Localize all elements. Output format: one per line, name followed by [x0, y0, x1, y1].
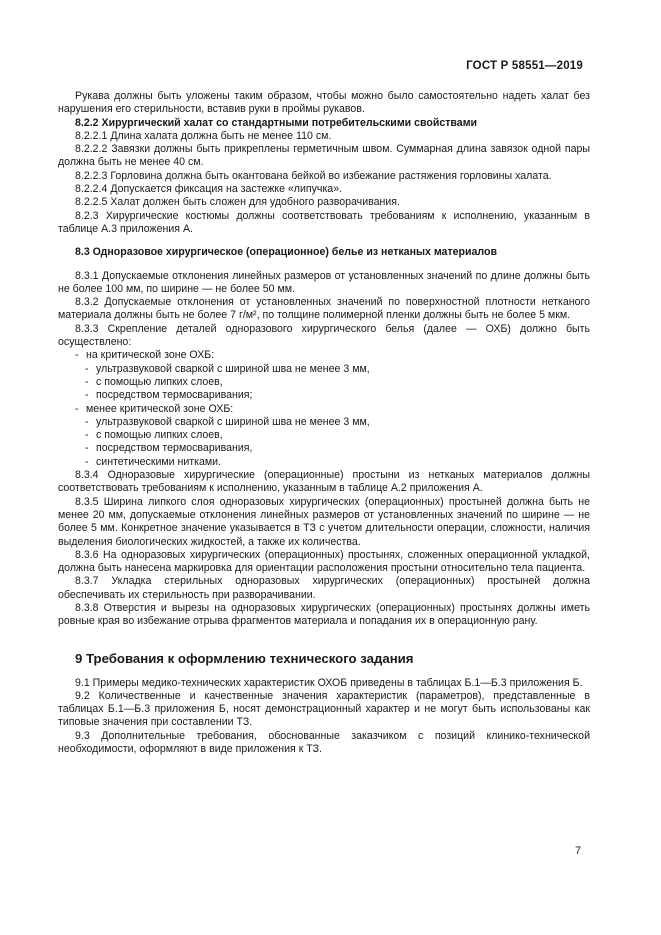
text: 8.3.6 На одноразовых хирургических (операционных) простынях, сложенных операционной укладкой, должна быть нанесена маркировка для ориентации расположения простыни относительно тела пациента. — [58, 548, 590, 575]
spacer — [58, 236, 590, 246]
p-91 — [58, 677, 590, 690]
p-835 — [58, 496, 590, 549]
text: на критической зоне ОХБ: — [86, 349, 215, 362]
p-832 — [58, 296, 590, 323]
text: с помощью липких слоев, — [96, 429, 223, 442]
document-body — [58, 90, 590, 756]
text: 8.3.3 Скрепление деталей одноразового хирургического белья (далее — ОХБ) должно быть осуществлено: — [58, 322, 590, 349]
list-dash: - — [85, 442, 89, 455]
text: 8.3.1 Допускаемые отклонения линейных размеров от установленных значений по длине должны быть не более 100 мм, по ширине — не более 50 мм. — [58, 269, 590, 295]
text: синтетическими нитками. — [96, 455, 222, 468]
text: менее критической зоне ОХБ: — [86, 402, 234, 415]
p-8224 — [58, 183, 590, 196]
text: 9 Требования к оформлению технического задания — [75, 650, 414, 666]
l-menee-1 — [58, 416, 590, 429]
p-rukava — [58, 90, 590, 117]
p-831 — [58, 270, 590, 297]
text: 8.2.2.2 Завязки должны быть прикреплены герметичным швом. Суммарная длина завязок одной пары должна быть не менее 40 см. — [58, 143, 590, 169]
l-menee-3 — [58, 442, 590, 455]
text: посредством термосваривания; — [96, 389, 253, 402]
l-menee — [58, 403, 590, 416]
text: 8.3.7 Укладка стерильных одноразовых хирургических (операционных) простыней должна обеспечивать их стерильность при разворачивании. — [58, 575, 590, 601]
l-krit-3 — [58, 389, 590, 402]
text: 8.3.5 Ширина липкого слоя одноразовых хирургических (операционных) простыней должна быть не менее 20 мм, допускаемые отклонения линейных размеров от установленных значений по ширине — не более 5 мм. Конкретное значение указывается в ТЗ с учетом длительности операции, сложности, наличия выделения биологических жидкостей, а также их количества. — [58, 495, 590, 548]
text: 8.3.8 Отверстия и вырезы на одноразовых хирургических (операционных) простынях должны иметь ровные края во избежание отрыва фрагментов материала и попадания их в операционную рану. — [58, 601, 590, 628]
text: 8.3 Одноразовое хирургическое (операционное) белье из нетканых материалов — [75, 246, 497, 259]
p-8222 — [58, 143, 590, 170]
text: 9.2 Количественные и качественные значения характеристик (параметров), представленные в таблицах Б.1—Б.3 приложения Б, носят демонстрационный характер и не могут быть использованы как типовые значения при составлении ТЗ. — [58, 689, 590, 729]
p-823 — [58, 210, 590, 237]
list-dash: - — [85, 455, 89, 468]
list-dash: - — [85, 429, 89, 442]
text: 9.3 Дополнительные требования, обоснованные заказчиком с позиций клинико-технической необходимости, оформляют в виде приложения к ТЗ. — [58, 729, 590, 756]
page-number: 7 — [575, 845, 581, 857]
document-code: ГОСТ Р 58551—2019 — [466, 60, 583, 72]
text: 8.2.2.5 Халат должен быть сложен для удобного разворачивания. — [75, 196, 400, 209]
text: Рукава должны быть уложены таким образом, чтобы можно было самостоятельно надеть халат без нарушения его стерильности, вставив руки в проймы рукавов. — [58, 90, 590, 116]
text: 8.2.2.4 Допускается фиксация на застежке «липучка». — [75, 183, 343, 196]
text: 9.1 Примеры медико-технических характеристик ОХОБ приведены в таблицах Б.1—Б.3 приложения Б. — [75, 676, 583, 689]
text: ультразвуковой сваркой с шириной шва не менее 3 мм, — [96, 362, 370, 375]
list-dash: - — [75, 349, 79, 362]
p-93 — [58, 730, 590, 757]
list-dash: - — [85, 389, 89, 402]
text: 8.3.2 Допускаемые отклонения от установленных значений по поверхностной плотности нетканого материала должны быть не более 7 г/м², по толщине полимерной пленки должны быть не более 5 мкм. — [58, 296, 590, 322]
text: с помощью липких слоев, — [96, 375, 223, 388]
l-menee-4 — [58, 456, 590, 469]
l-menee-2 — [58, 429, 590, 442]
list-dash: - — [85, 375, 89, 388]
p-834 — [58, 469, 590, 496]
p-836 — [58, 549, 590, 576]
l-krit-2 — [58, 376, 590, 389]
p-838 — [58, 602, 590, 629]
h-822 — [58, 117, 590, 130]
list-dash: - — [75, 402, 79, 415]
spacer — [58, 260, 590, 270]
l-krit-1 — [58, 363, 590, 376]
spacer — [58, 629, 590, 651]
text: 8.2.2.1 Длина халата должна быть не менее 110 см. — [75, 129, 332, 142]
spacer — [58, 667, 590, 677]
text: 8.2.3 Хирургические костюмы должны соответствовать требованиям к исполнению, указанным в таблице А.3 приложения А. — [58, 209, 590, 235]
section-title — [58, 651, 590, 667]
p-92 — [58, 690, 590, 730]
list-dash: - — [85, 362, 89, 375]
p-837 — [58, 575, 590, 602]
h-83 — [58, 246, 590, 259]
l-krit — [58, 349, 590, 362]
p-8223 — [58, 170, 590, 183]
list-dash: - — [85, 415, 89, 428]
text: ультразвуковой сваркой с шириной шва не менее 3 мм, — [96, 415, 370, 428]
text: посредством термосваривания, — [96, 442, 253, 455]
p-8225 — [58, 196, 590, 209]
p-8221 — [58, 130, 590, 143]
text: 8.2.2.3 Горловина должна быть окантована бейкой во избежание растяжения горловины халата. — [75, 169, 552, 182]
text: 8.3.4 Одноразовые хирургические (операционные) простыни из нетканых материалов должны соответствовать требованиям к исполнению, указанным в таблице А.2 приложения А. — [58, 469, 590, 495]
p-833 — [58, 323, 590, 350]
text: 8.2.2 Хирургический халат со стандартными потребительскими свойствами — [75, 116, 478, 129]
